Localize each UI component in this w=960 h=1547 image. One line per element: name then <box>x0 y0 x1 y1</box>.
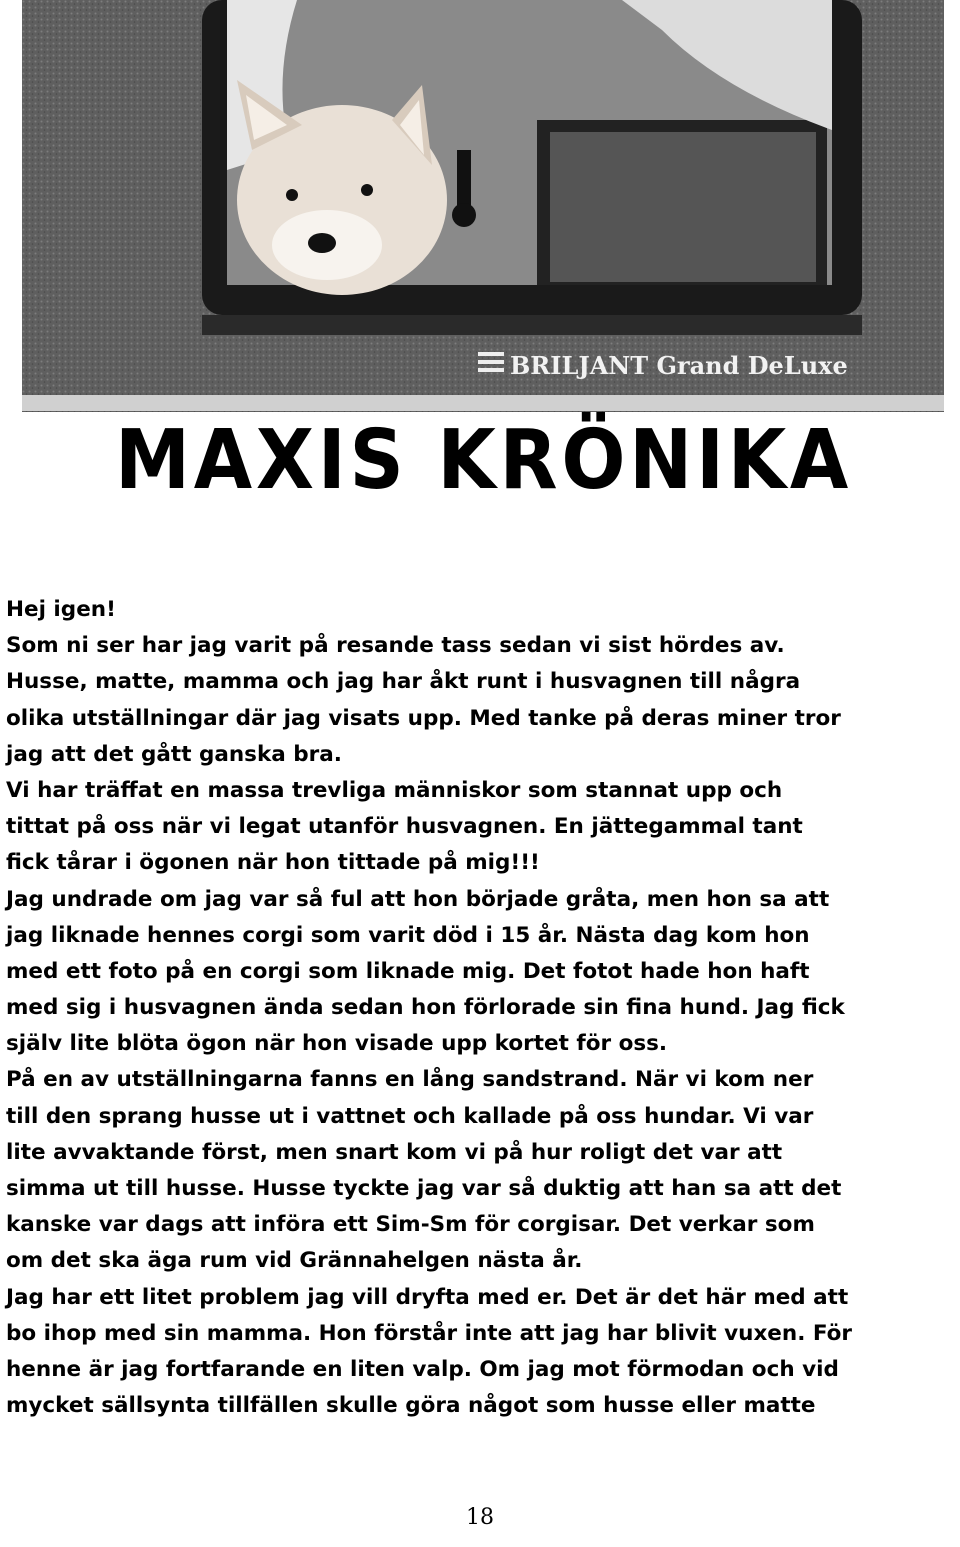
article-line: mycket sällsynta tillfällen skulle göra något som husse eller matte <box>6 1393 816 1419</box>
article-line: fick tårar i ögonen när hon tittade på mig!!! <box>6 850 540 876</box>
page-title: MAXIS KRÖNIKA <box>114 413 852 508</box>
dog-image <box>237 80 447 295</box>
article-line: Jag har ett litet problem jag vill dryfta med er. Det är det här med att <box>6 1284 849 1310</box>
article-line: med ett foto på en corgi som liknade mig. Det fotot hade hon haft <box>6 958 810 984</box>
article-line: Som ni ser har jag varit på resande tass sedan vi sist hördes av. <box>6 633 785 659</box>
article-line: om det ska äga rum vid Grännahelgen nästa år. <box>6 1248 583 1274</box>
title-band <box>22 412 944 510</box>
article-line: kanske var dags att införa ett Sim-Sm för corgisar. Det verkar som <box>6 1212 815 1238</box>
article-line: jag att det gått ganska bra. <box>6 741 342 767</box>
article-line: till den sprang husse ut i vattnet och kallade på oss hundar. Vi var <box>6 1103 814 1129</box>
article-line: Jag undrade om jag var så ful att hon började gråta, men hon sa att <box>6 886 830 912</box>
article-line: med sig i husvagnen ända sedan hon förlorade sin fina hund. Jag fick <box>6 995 845 1021</box>
article-line: simma ut till husse. Husse tyckte jag var så duktig att han sa att det <box>6 1176 842 1201</box>
article-line: olika utställningar där jag visats upp. Med tanke på deras miner tror <box>6 705 841 731</box>
caravan-sign <box>478 351 848 380</box>
article-line: bo ihop med sin mamma. Hon förstår inte att jag har blivit vuxen. För <box>6 1320 853 1346</box>
article-body <box>6 592 958 1424</box>
article-line: Vi har träffat en massa trevliga människor som stannat upp och <box>6 777 783 803</box>
article-line: Husse, matte, mamma och jag har åkt runt i husvagnen till några <box>6 669 801 695</box>
article-line: själv lite blöta ögon när hon visade upp kortet för oss. <box>6 1031 668 1057</box>
article-line: tittat på oss när vi legat utanför husvagnen. En jättegammal tant <box>6 814 803 840</box>
article-line: henne är jag fortfarande en liten valp. Om jag mot förmodan och vid <box>6 1356 839 1382</box>
sign-text: BRILJANT Grand DeLuxe <box>510 351 848 380</box>
article-line: Hej igen! <box>6 597 116 622</box>
page-number: 18 <box>466 1505 494 1530</box>
article-line: jag liknade hennes corgi som varit död i 15 år. Nästa dag kom hon <box>6 922 810 948</box>
article-line: lite avvaktande först, men snart kom vi på hur roligt det var att <box>6 1139 783 1165</box>
article-line: På en av utställningarna fanns en lång sandstrand. När vi kom ner <box>6 1067 814 1093</box>
